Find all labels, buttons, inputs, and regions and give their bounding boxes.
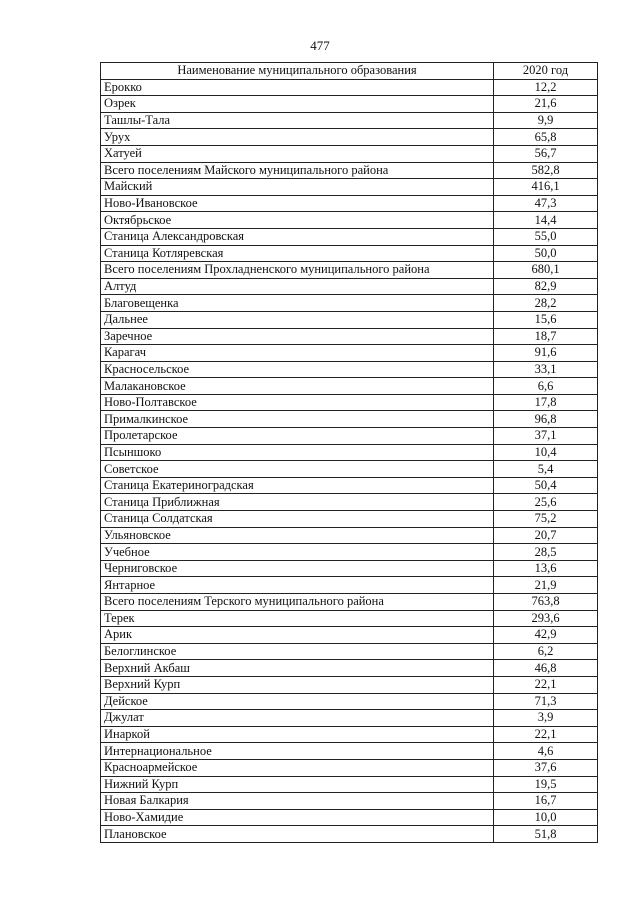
value-2020: 50,4 — [494, 477, 598, 494]
value-2020: 17,8 — [494, 394, 598, 411]
value-2020: 18,7 — [494, 328, 598, 345]
value-2020: 71,3 — [494, 693, 598, 710]
table-row — [101, 776, 598, 793]
table-row — [101, 743, 598, 760]
table-row — [101, 793, 598, 810]
value-2020: 22,1 — [494, 676, 598, 693]
table-row — [101, 826, 598, 843]
value-2020: 21,6 — [494, 96, 598, 113]
value-2020: 763,8 — [494, 594, 598, 611]
municipality-name: Интернациональное — [101, 743, 494, 760]
table-row — [101, 444, 598, 461]
value-2020: 3,9 — [494, 710, 598, 727]
value-2020: 28,5 — [494, 544, 598, 561]
table-row — [101, 112, 598, 129]
table-row — [101, 179, 598, 196]
value-2020: 12,2 — [494, 79, 598, 96]
value-2020: 680,1 — [494, 262, 598, 279]
municipality-name: Урух — [101, 129, 494, 146]
table-row — [101, 676, 598, 693]
municipality-name: Красноармейское — [101, 759, 494, 776]
table-row — [101, 610, 598, 627]
table-row — [101, 660, 598, 677]
value-2020: 16,7 — [494, 793, 598, 810]
municipality-name: Хатуей — [101, 145, 494, 162]
value-2020: 82,9 — [494, 278, 598, 295]
table-row — [101, 129, 598, 146]
municipality-name: Ново-Полтавское — [101, 394, 494, 411]
value-2020: 6,6 — [494, 378, 598, 395]
municipality-name: Верхний Акбаш — [101, 660, 494, 677]
municipality-name: Дальнее — [101, 311, 494, 328]
municipality-name: Всего поселениям Майского муниципального района — [101, 162, 494, 179]
municipality-name: Белоглинское — [101, 643, 494, 660]
table-row — [101, 643, 598, 660]
value-2020: 91,6 — [494, 345, 598, 362]
value-2020: 22,1 — [494, 726, 598, 743]
municipality-name: Малакановское — [101, 378, 494, 395]
table-row — [101, 710, 598, 727]
table-row — [101, 295, 598, 312]
municipality-name: Нижний Курп — [101, 776, 494, 793]
table-row — [101, 79, 598, 96]
municipality-name: Ерокко — [101, 79, 494, 96]
municipality-name: Советское — [101, 461, 494, 478]
table-row — [101, 311, 598, 328]
municipality-name: Пролетарское — [101, 428, 494, 445]
table-row — [101, 511, 598, 528]
header-year: 2020 год — [494, 63, 598, 80]
municipality-name: Инаркой — [101, 726, 494, 743]
municipality-name: Ново-Ивановское — [101, 195, 494, 212]
table-row — [101, 378, 598, 395]
municipality-name: Янтарное — [101, 577, 494, 594]
value-2020: 293,6 — [494, 610, 598, 627]
header-municipality: Наименование муниципального образования — [101, 63, 494, 80]
value-2020: 37,1 — [494, 428, 598, 445]
table-row — [101, 228, 598, 245]
value-2020: 33,1 — [494, 361, 598, 378]
value-2020: 20,7 — [494, 527, 598, 544]
municipality-name: Джулат — [101, 710, 494, 727]
table-row — [101, 494, 598, 511]
municipality-name: Ново-Хамидие — [101, 809, 494, 826]
value-2020: 21,9 — [494, 577, 598, 594]
value-2020: 10,0 — [494, 809, 598, 826]
municipality-name: Дейское — [101, 693, 494, 710]
value-2020: 5,4 — [494, 461, 598, 478]
table-row — [101, 577, 598, 594]
table-row — [101, 726, 598, 743]
table-row — [101, 345, 598, 362]
table-row — [101, 693, 598, 710]
value-2020: 582,8 — [494, 162, 598, 179]
value-2020: 10,4 — [494, 444, 598, 461]
value-2020: 13,6 — [494, 560, 598, 577]
municipality-name: Псыншоко — [101, 444, 494, 461]
table-row — [101, 461, 598, 478]
table-row — [101, 544, 598, 561]
table-row — [101, 328, 598, 345]
table-row — [101, 560, 598, 577]
table-row — [101, 96, 598, 113]
table-row — [101, 477, 598, 494]
value-2020: 47,3 — [494, 195, 598, 212]
page-number: 477 — [310, 38, 330, 53]
value-2020: 19,5 — [494, 776, 598, 793]
municipality-name: Красносельское — [101, 361, 494, 378]
municipality-name: Станица Котляревская — [101, 245, 494, 262]
value-2020: 46,8 — [494, 660, 598, 677]
value-2020: 75,2 — [494, 511, 598, 528]
value-2020: 15,6 — [494, 311, 598, 328]
table-header-row — [101, 63, 598, 80]
municipality-name: Всего поселениям Прохладненского муниципального района — [101, 262, 494, 279]
municipality-name: Благовещенка — [101, 295, 494, 312]
value-2020: 51,8 — [494, 826, 598, 843]
municipality-name: Арик — [101, 627, 494, 644]
municipality-name: Ульяновское — [101, 527, 494, 544]
municipality-name: Плановское — [101, 826, 494, 843]
municipality-name: Озрек — [101, 96, 494, 113]
municipality-name: Учебное — [101, 544, 494, 561]
value-2020: 4,6 — [494, 743, 598, 760]
table-row — [101, 162, 598, 179]
municipality-name: Алтуд — [101, 278, 494, 295]
table-row — [101, 394, 598, 411]
data-table — [100, 62, 598, 843]
municipality-name: Станица Александровская — [101, 228, 494, 245]
value-2020: 50,0 — [494, 245, 598, 262]
value-2020: 37,6 — [494, 759, 598, 776]
table-row — [101, 245, 598, 262]
value-2020: 6,2 — [494, 643, 598, 660]
table-row — [101, 195, 598, 212]
value-2020: 56,7 — [494, 145, 598, 162]
municipality-name: Прималкинское — [101, 411, 494, 428]
table-row — [101, 594, 598, 611]
table-row — [101, 262, 598, 279]
table-row — [101, 809, 598, 826]
municipality-name: Карагач — [101, 345, 494, 362]
value-2020: 28,2 — [494, 295, 598, 312]
municipality-name: Станица Екатериноградская — [101, 477, 494, 494]
municipality-name: Терек — [101, 610, 494, 627]
table-row — [101, 411, 598, 428]
value-2020: 42,9 — [494, 627, 598, 644]
value-2020: 96,8 — [494, 411, 598, 428]
value-2020: 14,4 — [494, 212, 598, 229]
table-row — [101, 278, 598, 295]
table-row — [101, 527, 598, 544]
municipality-name: Станица Приближная — [101, 494, 494, 511]
table-row — [101, 759, 598, 776]
municipality-name: Всего поселениям Терского муниципального района — [101, 594, 494, 611]
municipality-name: Верхний Курп — [101, 676, 494, 693]
value-2020: 416,1 — [494, 179, 598, 196]
table-body — [101, 79, 598, 842]
municipality-name: Майский — [101, 179, 494, 196]
municipality-name: Заречное — [101, 328, 494, 345]
table-row — [101, 145, 598, 162]
table-row — [101, 212, 598, 229]
municipality-name: Ташлы-Тала — [101, 112, 494, 129]
municipality-name: Станица Солдатская — [101, 511, 494, 528]
value-2020: 25,6 — [494, 494, 598, 511]
table-row — [101, 627, 598, 644]
table-row — [101, 361, 598, 378]
table-row — [101, 428, 598, 445]
value-2020: 9,9 — [494, 112, 598, 129]
municipality-name: Октябрьское — [101, 212, 494, 229]
municipality-name: Черниговское — [101, 560, 494, 577]
municipality-name: Новая Балкария — [101, 793, 494, 810]
value-2020: 55,0 — [494, 228, 598, 245]
value-2020: 65,8 — [494, 129, 598, 146]
